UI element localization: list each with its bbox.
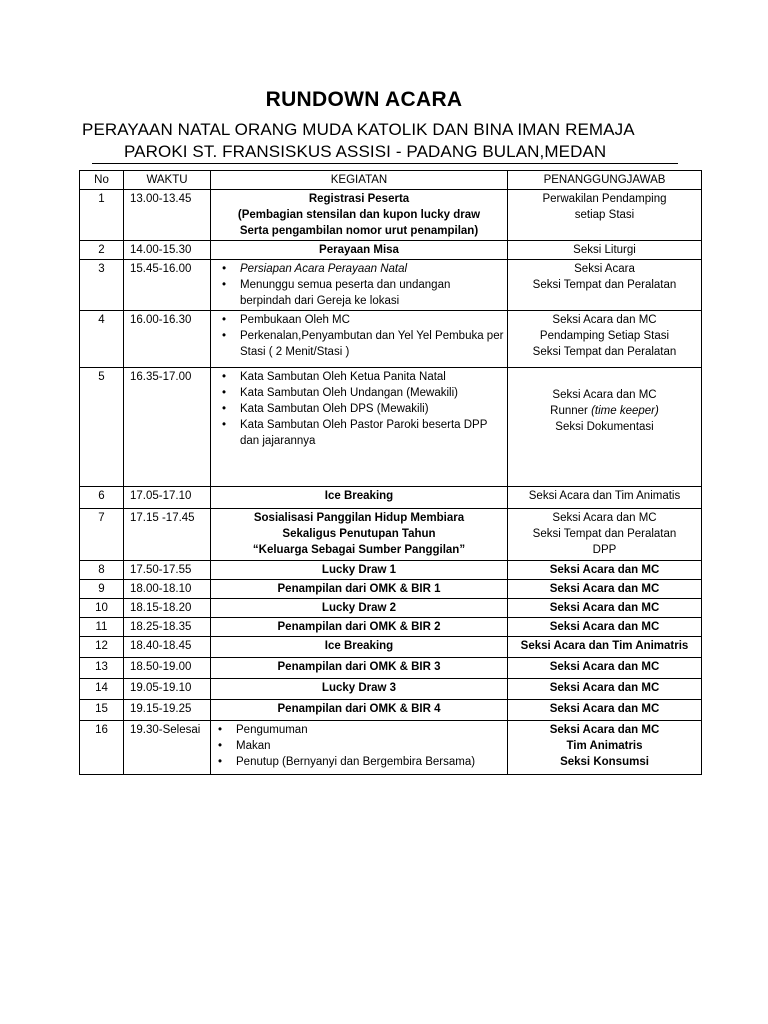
pic-time-keeper: (time keeper) [591,405,659,417]
row-activity [211,721,508,775]
list-item: • Persiapan Acara Perayaan Natal [240,261,504,277]
pic-line: Perwakilan Pendamping [542,193,667,205]
row-pic [508,311,702,368]
page-title: RUNDOWN ACARA [265,88,463,111]
pic-line: Seksi Acara dan MC [549,724,660,736]
activity-line: Lucky Draw 3 [321,682,397,694]
activity-line: Sosialisasi Panggilan Hidup Membiara [253,512,465,524]
activity-line: Lucky Draw 2 [321,602,397,614]
table-row [80,241,702,260]
pic-line: Pendamping Setiap Stasi [539,330,670,342]
row-activity [211,190,508,241]
pic-line: Seksi Acara dan MC [549,621,660,633]
row-pic [508,599,702,618]
table-row [80,679,702,700]
row-no: 14 [80,679,124,700]
pic-line: Seksi Acara dan MC [549,583,660,595]
row-time: 19.30-Selesai [124,721,211,775]
row-pic [508,368,702,487]
activity-line: “Keluarga Sebagai Sumber Panggilan” [252,544,466,556]
pic-line: Seksi Acara dan MC [552,512,657,524]
subtitle-line-2: PAROKI ST. FRANSISKUS ASSISI - PADANG BULAN,MEDAN [124,142,607,161]
row-pic [508,580,702,599]
pic-line: Seksi Konsumsi [560,756,649,768]
column-header-kegiatan: KEGIATAN [211,171,508,190]
pic-line: Seksi Dokumentasi [555,421,654,433]
row-time: 18.50-19.00 [124,658,211,679]
table-row [80,561,702,580]
table-row [80,599,702,618]
pic-line: Seksi Liturgi [573,244,636,256]
row-pic [508,700,702,721]
row-no: 2 [80,241,124,260]
pic-line: Seksi Acara dan Tim Animatis [528,490,681,502]
list-item: • Kata Sambutan Oleh Undangan (Mewakili) [240,385,504,401]
activity-line: Serta pengambilan nomor urut penampilan) [239,225,479,237]
activity-bullet-list [214,369,504,449]
row-no: 4 [80,311,124,368]
row-pic [508,658,702,679]
row-no: 11 [80,618,124,637]
row-time: 17.50-17.55 [124,561,211,580]
activity-line: (Pembagian stensilan dan kupon lucky draw [237,209,481,221]
activity-line: Sekaligus Penutupan Tahun [282,528,436,540]
row-activity [211,368,508,487]
pic-line: Seksi Acara dan MC [549,602,660,614]
row-pic [508,679,702,700]
row-activity [211,618,508,637]
column-header-no: No [80,171,124,190]
row-time: 19.15-19.25 [124,700,211,721]
row-time: 17.05-17.10 [124,487,211,509]
row-activity [211,700,508,721]
list-item: • Pengumuman [236,722,504,738]
activity-bullet-list [214,312,504,360]
activity-line: Penampilan dari OMK & BIR 3 [277,661,441,673]
activity-bullet-list [214,722,504,770]
row-no: 1 [80,190,124,241]
list-item: • Makan [236,738,504,754]
table-row [80,509,702,561]
activity-line: Perayaan Misa [319,244,399,256]
activity-line: Penampilan dari OMK & BIR 1 [277,583,441,595]
table-row [80,190,702,241]
subtitle-line-1: PERAYAAN NATAL ORANG MUDA KATOLIK DAN BINA IMAN REMAJA [82,120,635,139]
table-row [80,658,702,679]
row-activity [211,487,508,509]
list-item: • Pembukaan Oleh MC [240,312,504,328]
table-row [80,618,702,637]
row-activity [211,658,508,679]
row-no: 12 [80,637,124,658]
row-time: 18.15-18.20 [124,599,211,618]
row-activity [211,637,508,658]
row-activity [211,260,508,311]
row-activity [211,311,508,368]
table-row [80,700,702,721]
activity-line: Ice Breaking [324,640,394,652]
row-no: 13 [80,658,124,679]
row-activity [211,580,508,599]
list-item: • Kata Sambutan Oleh DPS (Mewakili) [240,401,504,417]
row-no: 7 [80,509,124,561]
table-header-row [80,171,702,190]
row-no: 15 [80,700,124,721]
row-time: 18.25-18.35 [124,618,211,637]
row-pic [508,190,702,241]
row-time: 19.05-19.10 [124,679,211,700]
row-time: 17.15 -17.45 [124,509,211,561]
row-pic [508,721,702,775]
row-no: 3 [80,260,124,311]
table-row [80,311,702,368]
rundown-table [79,170,702,775]
row-time: 14.00-15.30 [124,241,211,260]
row-time: 16.00-16.30 [124,311,211,368]
pic-line: Tim Animatris [566,740,643,752]
row-pic [508,241,702,260]
list-item: • Kata Sambutan Oleh Ketua Panita Natal [240,369,504,385]
row-time: 18.40-18.45 [124,637,211,658]
row-activity [211,509,508,561]
pic-spacer [511,435,698,467]
table-row [80,721,702,775]
row-activity [211,679,508,700]
header-divider [92,163,678,164]
pic-line: Seksi Tempat dan Peralatan [532,346,677,358]
row-pic [508,509,702,561]
row-activity [211,561,508,580]
list-item: • Kata Sambutan Oleh Pastor Paroki beserta DPP dan jajarannya [240,417,504,449]
activity-line: Ice Breaking [324,490,394,502]
activity-line: Lucky Draw 1 [321,564,397,576]
row-time: 15.45-16.00 [124,260,211,311]
pic-line: Seksi Acara dan MC [549,661,660,673]
row-pic [508,561,702,580]
list-item: • Penutup (Bernyanyi dan Bergembira Bersama) [236,754,504,770]
list-item: • Perkenalan,Penyambutan dan Yel Yel Pembuka per Stasi ( 2 Menit/Stasi ) [240,328,504,360]
table-row [80,487,702,509]
pic-line: Seksi Acara [574,263,635,275]
pic-runner: Runner [550,405,588,417]
activity-line: Registrasi Peserta [308,193,410,205]
pic-line: setiap Stasi [574,209,635,221]
row-no: 9 [80,580,124,599]
row-time: 13.00-13.45 [124,190,211,241]
column-header-waktu: WAKTU [124,171,211,190]
row-no: 6 [80,487,124,509]
table-row [80,368,702,487]
pic-line: Seksi Acara dan MC [552,314,657,326]
row-no: 8 [80,561,124,580]
row-pic [508,618,702,637]
row-pic [508,260,702,311]
pic-line: Seksi Tempat dan Peralatan [532,279,677,291]
row-time: 16.35-17.00 [124,368,211,487]
row-activity [211,599,508,618]
pic-line: Seksi Acara dan MC [552,389,657,401]
row-no: 10 [80,599,124,618]
activity-bullet-list [214,261,504,309]
list-item: • Menunggu semua peserta dan undangan berpindah dari Gereja ke lokasi [240,277,504,309]
pic-line [511,403,698,419]
pic-line: Seksi Acara dan MC [549,703,660,715]
column-header-penanggungjawab: PENANGGUNGJAWAB [508,171,702,190]
row-pic [508,487,702,509]
pic-line: Seksi Acara dan MC [549,682,660,694]
table-row [80,580,702,599]
row-no: 16 [80,721,124,775]
pic-line: Seksi Tempat dan Peralatan [532,528,677,540]
activity-line: Penampilan dari OMK & BIR 4 [277,703,441,715]
pic-line: DPP [592,544,617,556]
activity-line: Penampilan dari OMK & BIR 2 [277,621,441,633]
pic-line: Seksi Acara dan MC [549,564,660,576]
row-pic [508,637,702,658]
row-activity [211,241,508,260]
row-time: 18.00-18.10 [124,580,211,599]
pic-line: Seksi Acara dan Tim Animatris [520,640,689,652]
row-no: 5 [80,368,124,487]
table-row [80,260,702,311]
table-row [80,637,702,658]
